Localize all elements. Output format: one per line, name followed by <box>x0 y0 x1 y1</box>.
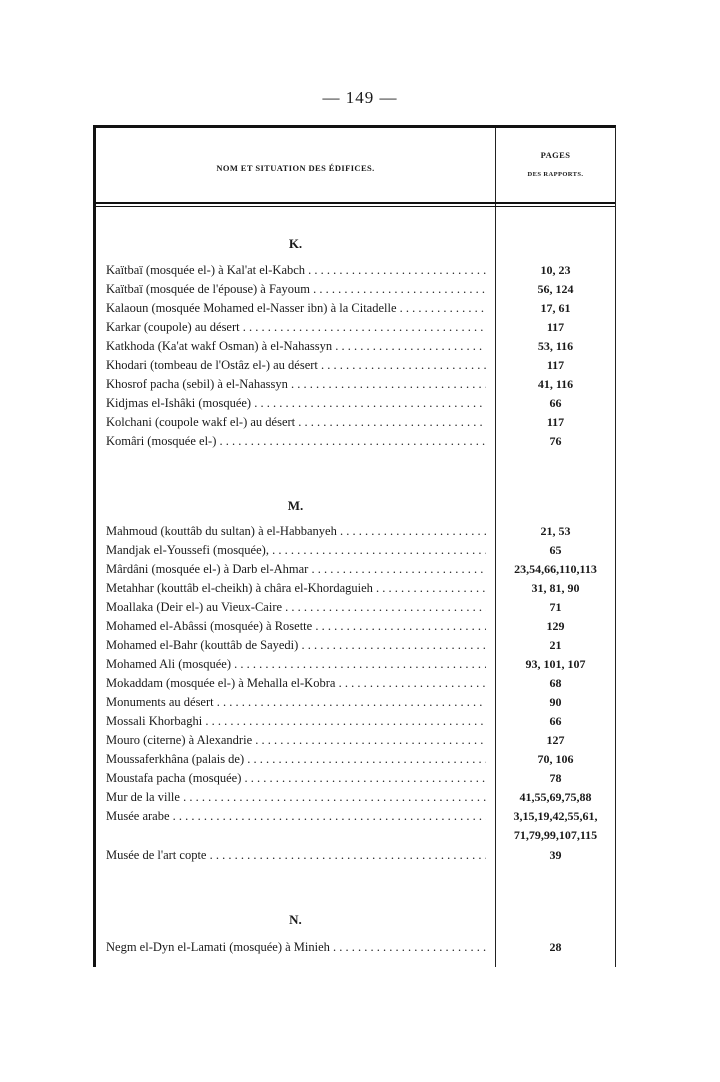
index-entry <box>96 598 615 617</box>
index-entry <box>96 356 615 375</box>
entry-pages: 56, 124 <box>537 282 574 296</box>
entry-name: Komâri (mosquée el-) . . . <box>106 432 486 451</box>
entry-name: Moussaferkhâna (palais de) . . . <box>106 750 486 769</box>
entry-name: Mur de la ville . . . <box>106 788 486 807</box>
index-entry <box>96 375 615 394</box>
entry-name: Khodari (tombeau de l'Ostâz el-) au désert . . . <box>106 356 486 375</box>
index-entry <box>96 299 615 318</box>
entry-pages: 39 <box>549 848 562 862</box>
index-entry <box>96 337 615 356</box>
entry-name: Kidjmas el-Ishâki (mosquée) . . . <box>106 394 486 413</box>
entry-name: Mohamed Ali (mosquée) . . . <box>106 655 486 674</box>
entry-name: Metahhar (kouttâb el-cheikh) à châra el-Khordaguieh . . . <box>106 579 486 598</box>
entry-name: Musée de l'art copte . . . <box>106 846 486 865</box>
index-entry <box>96 560 615 579</box>
index-entry <box>96 636 615 655</box>
header-rule <box>96 202 615 207</box>
index-entry <box>96 541 615 560</box>
entry-name: Mohamed el-Bahr (kouttâb de Sayedi) . . . <box>106 636 486 655</box>
index-entry <box>96 522 615 541</box>
index-entry <box>96 750 615 769</box>
entry-name: Kaïtbaï (mosquée de l'épouse) à Fayoum . . . <box>106 280 486 299</box>
index-entry <box>96 261 615 280</box>
entry-pages: 127 <box>546 733 565 747</box>
index-entry <box>96 579 615 598</box>
index-entry <box>96 318 615 337</box>
entry-pages: 21, 53 <box>540 524 571 538</box>
index-entry <box>96 394 615 413</box>
index-entry <box>96 413 615 432</box>
entry-pages: 76 <box>549 434 562 448</box>
entry-pages-continuation: 71,79,99,107,115 <box>513 828 598 842</box>
entry-pages: 10, 23 <box>540 263 571 277</box>
entry-name: Mandjak el-Youssefi (mosquée), . . . <box>106 541 486 560</box>
entry-pages: 21 <box>549 638 562 652</box>
index-entry-continuation <box>96 826 615 845</box>
entry-name: Mossali Khorbaghi . . . <box>106 712 486 731</box>
index-entry <box>96 807 615 826</box>
index-entry <box>96 846 615 865</box>
index-entry <box>96 674 615 693</box>
entry-pages: 41,55,69,75,88 <box>519 790 592 804</box>
entry-name: Mahmoud (kouttâb du sultan) à el-Habbanyeh . . . <box>106 522 486 541</box>
header-name-column: NOM ET SITUATION DES ÉDIFICES. <box>216 163 375 173</box>
index-entry <box>96 938 615 957</box>
entry-name: Katkhoda (Ka'at wakf Osman) à el-Nahassyn . . . <box>106 337 486 356</box>
entry-name: Mohamed el-Abâssi (mosquée) à Rosette . . . <box>106 617 486 636</box>
entry-pages: 3,15,19,42,55,61, <box>513 809 598 823</box>
entry-pages: 71 <box>549 600 562 614</box>
header-pages-column <box>496 150 615 178</box>
index-entry <box>96 731 615 750</box>
index-table <box>93 125 616 967</box>
entry-name: Karkar (coupole) au désert . . . <box>106 318 486 337</box>
section-letter-m: M. <box>287 498 304 513</box>
section-letter-k: K. <box>288 236 303 251</box>
entry-pages: 66 <box>549 714 562 728</box>
page-number: — 149 — <box>322 88 398 107</box>
entry-pages: 65 <box>549 543 562 557</box>
header-pages-line1: PAGES <box>540 150 571 160</box>
entry-name: Moustafa pacha (mosquée) . . . <box>106 769 486 788</box>
entry-name: Khosrof pacha (sebil) à el-Nahassyn . . . <box>106 375 486 394</box>
entry-pages: 17, 61 <box>540 301 571 315</box>
index-entry <box>96 769 615 788</box>
entry-pages: 90 <box>549 695 562 709</box>
entry-name: Mârdâni (mosquée el-) à Darb el-Ahmar . . . <box>106 560 486 579</box>
entry-pages: 23,54,66,110,113 <box>514 562 597 576</box>
index-entry <box>96 788 615 807</box>
entry-name: Monuments au désert . . . <box>106 693 486 712</box>
entry-pages: 117 <box>546 320 565 334</box>
entry-pages: 66 <box>549 396 562 410</box>
entry-name: Musée arabe . . . <box>106 807 486 826</box>
section-letter-n: N. <box>289 912 302 927</box>
entry-pages: 68 <box>549 676 562 690</box>
entry-pages: 117 <box>546 358 565 372</box>
entry-pages: 31, 81, 90 <box>531 581 580 595</box>
entry-pages: 93, 101, 107 <box>525 657 586 671</box>
index-entry <box>96 712 615 731</box>
index-entry <box>96 432 615 451</box>
index-entry <box>96 280 615 299</box>
entry-name: Mouro (citerne) à Alexandrie . . . <box>106 731 486 750</box>
header-pages-line2: DES RAPPORTS. <box>527 171 584 178</box>
entry-pages: 53, 116 <box>537 339 574 353</box>
entry-pages: 129 <box>546 619 565 633</box>
entry-name: Kalaoun (mosquée Mohamed el-Nasser ibn) à la Citadelle . . . <box>106 299 486 318</box>
entry-pages: 41, 116 <box>537 377 574 391</box>
entry-name: Kaïtbaï (mosquée el-) à Kal'at el-Kabch . . . <box>106 261 486 280</box>
entry-name: Moallaka (Deir el-) au Vieux-Caire . . . <box>106 598 486 617</box>
index-entry <box>96 655 615 674</box>
index-entry <box>96 693 615 712</box>
entry-name: Kolchani (coupole wakf el-) au désert . . . <box>106 413 486 432</box>
index-entry <box>96 617 615 636</box>
entry-pages: 70, 106 <box>537 752 574 766</box>
entry-pages: 28 <box>549 940 562 954</box>
entry-name: Mokaddam (mosquée el-) à Mehalla el-Kobra . . . <box>106 674 486 693</box>
entry-name: Negm el-Dyn el-Lamati (mosquée) à Minieh . . . <box>106 938 486 957</box>
entry-pages: 78 <box>549 771 562 785</box>
entry-pages: 117 <box>546 415 565 429</box>
